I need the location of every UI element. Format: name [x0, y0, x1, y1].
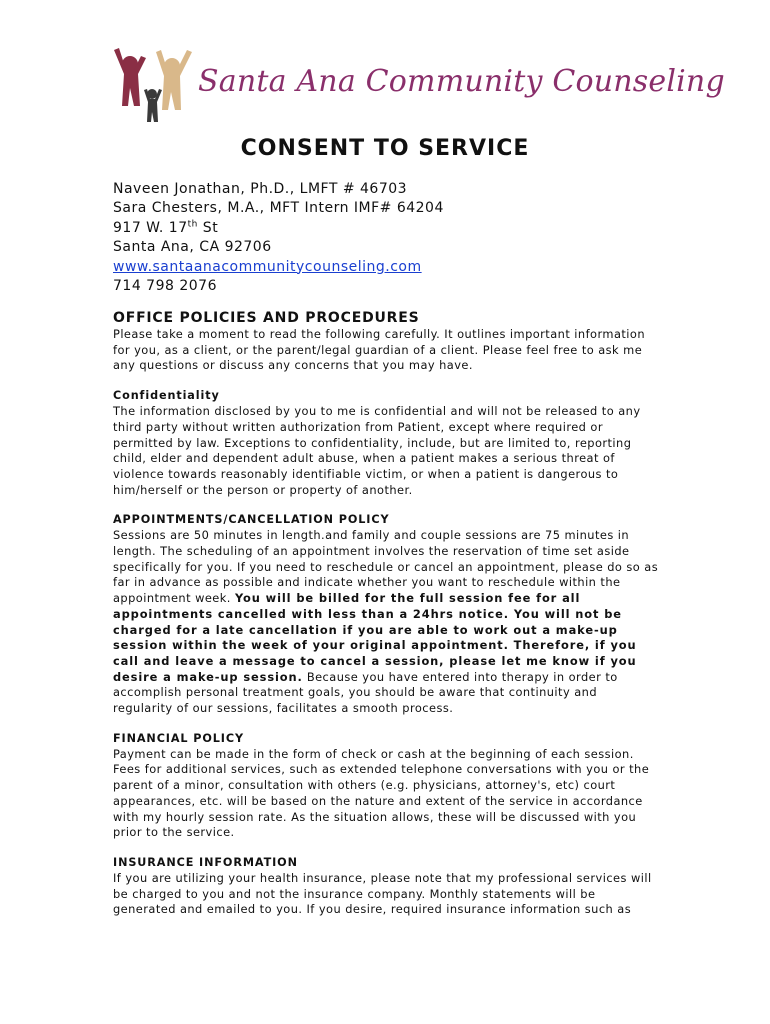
- office-intro: Please take a moment to read the following carefully. It outlines important information for you, as a client, or the parent/legal guardian of a client. Please feel free to ask me any questions or discuss any concerns that you may have.: [113, 327, 645, 373]
- document-body: [113, 309, 659, 918]
- logo: [108, 44, 725, 136]
- logo-text: Santa Ana Community Counseling: [198, 64, 725, 99]
- confidentiality-text: The information disclosed by you to me is confidential and will not be released to any third party without written authorization from Patient, except where required or permitted by law. Exceptions to confidentiality, include, but are limited to, reporting child, elder and dependent adult abuse, when a patient makes a serious threat of violence towards reasonably identifiable victim, or when a patient is dangerous to him/herself or the person or property of another.: [113, 404, 641, 497]
- address-suffix: th: [187, 219, 198, 230]
- appointments-text-bold: You will be billed for the full session fee for all appointments cancelled with less than a 24hrs notice. You will not be charged for a late cancellation if you are able to work out a make-up session within the week of your original appointment. Therefore, if you call and leave a message to cancel a session, please let me know if you desire a make-up session.: [113, 591, 637, 684]
- contact-block: [113, 180, 444, 296]
- contact-line-1: Naveen Jonathan, Ph.D., LMFT # 46703: [113, 181, 408, 197]
- website-link[interactable]: www.santaanacommunitycounseling.com: [113, 258, 422, 275]
- contact-city: Santa Ana, CA 92706: [113, 239, 272, 256]
- financial-heading: FINANCIAL POLICY: [113, 731, 244, 745]
- appointments-text-1: Sessions are 50 minutes in length.and family and couple sessions are 75 minutes in length. The scheduling of an appointment involves the reservation of time set aside specifically for you. If you need to reschedule or cancel an appointment, please do so as far in advance as possible and indicate whether you want to reschedule within the appointment week.: [113, 528, 659, 606]
- appointments-text-2: Because you have entered into therapy in order to accomplish personal treatment goals, you should be aware that continuity and regularity of our sessions, facilitates a smooth process.: [113, 669, 618, 716]
- insurance-heading: INSURANCE INFORMATION: [113, 855, 298, 869]
- address-street-end: St: [197, 219, 219, 236]
- contact-address: [113, 219, 444, 238]
- appointments-text: [113, 528, 659, 716]
- appointments-heading: APPOINTMENTS/CANCELLATION POLICY: [113, 513, 390, 527]
- family-figures-icon: [108, 44, 198, 136]
- contact-line-2: Sara Chesters, M.A., MFT Intern IMF# 64204: [113, 200, 444, 217]
- confidentiality-heading: Confidentiality: [113, 389, 220, 403]
- contact-phone: 714 798 2076: [113, 278, 217, 295]
- office-heading: OFFICE POLICIES AND PROCEDURES: [113, 310, 420, 326]
- financial-text: Payment can be made in the form of check or cash at the beginning of each session. Fees for additional services, such as extended telephone conversations with you or the parent of a minor, consultation with others (e.g. physicians, attorney's, etc) court appearances, etc. will be based on the nature and extent of the service in accordance with my hourly session rate. As the situation allows, these will be discussed with you prior to the service.: [113, 746, 650, 840]
- page-title: CONSENT TO SERVICE: [240, 136, 530, 161]
- address-street: 917 W. 17: [113, 219, 188, 236]
- insurance-text: If you are utilizing your health insurance, please note that my professional services will be charged to you and not the insurance company. Monthly statements will be generated and emailed to you. If you desire, required insurance information such as: [113, 870, 652, 917]
